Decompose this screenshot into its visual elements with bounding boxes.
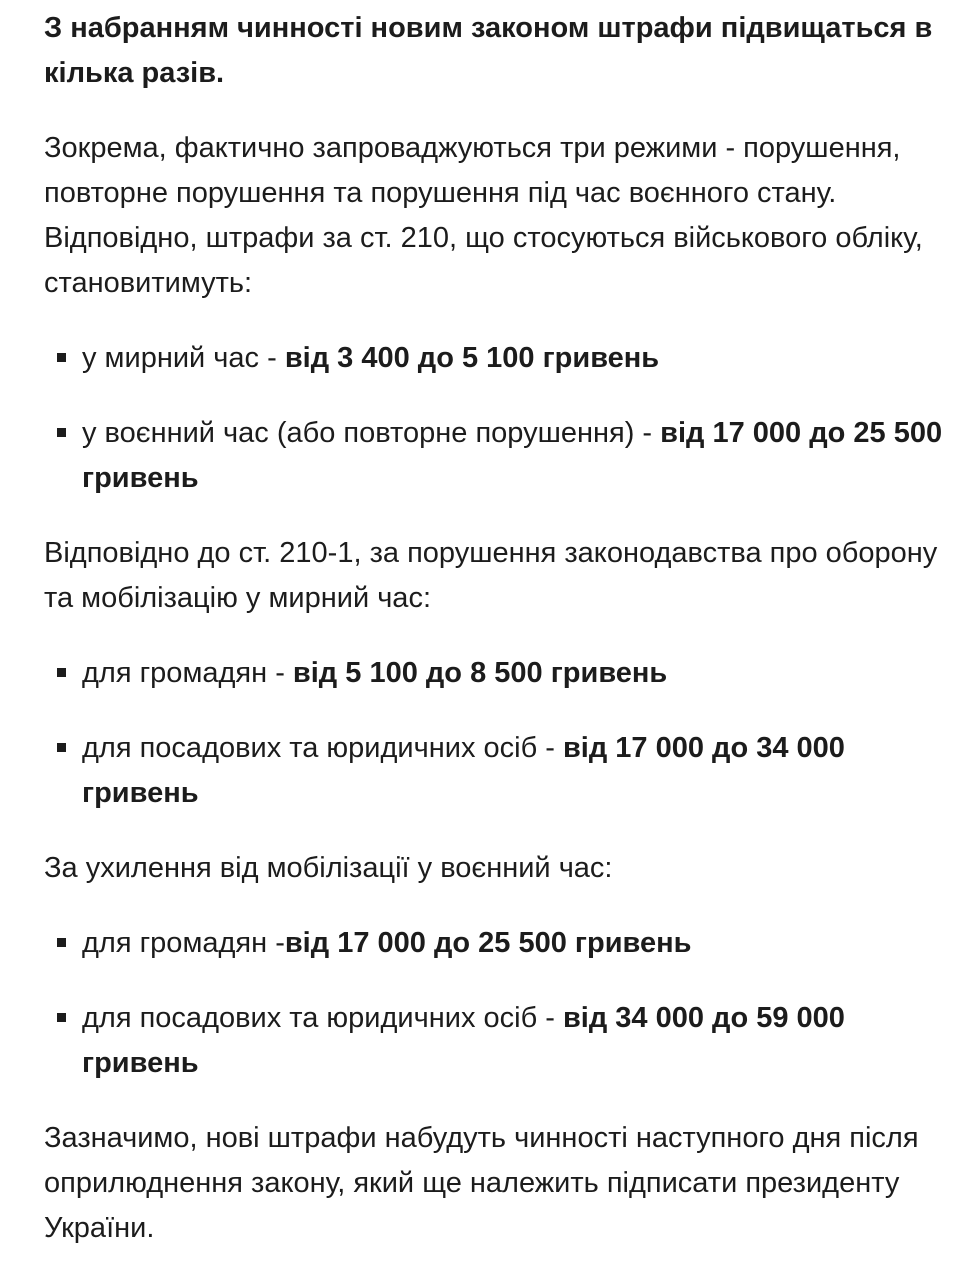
lead-paragraph: З набранням чинності новим законом штрафи підвищаться в кілька разів. (44, 12, 933, 89)
list-item (44, 651, 944, 696)
square-bullet-icon (57, 668, 66, 677)
list-item-label: у воєнний час (або повторне порушення) - (82, 417, 661, 449)
list-item-amount: від 3 400 до 5 100 гривень (284, 342, 660, 374)
list-item-amount: від 17 000 до 34 000 гривень (82, 732, 845, 809)
list-item (44, 921, 944, 966)
square-bullet-icon (57, 428, 66, 437)
list-item-label: для посадових та юридичних осіб - (82, 732, 563, 764)
square-bullet-icon (57, 1013, 66, 1022)
list-item (44, 726, 944, 816)
square-bullet-icon (57, 938, 66, 947)
list-item (44, 336, 944, 381)
list-item-label: для громадян - (82, 657, 293, 689)
intro-paragraph: Зокрема, фактично запроваджуються три режими - порушення, повторне порушення та порушення під час воєнного стану. Відповідно, штрафи за ст. 210, що стосуються військового обліку, становитимуть: (44, 132, 923, 299)
list-item-amount: від 17 000 до 25 500 гривень (82, 417, 943, 494)
list-item-amount: від 34 000 до 59 000 гривень (82, 1002, 845, 1079)
wartime-paragraph: За ухилення від мобілізації у воєнний час: (44, 852, 613, 884)
fines-list-art-210-1 (44, 651, 944, 816)
list-item (44, 411, 944, 501)
list-item-amount: від 17 000 до 25 500 гривень (284, 927, 692, 959)
closing-paragraph: Зазначимо, нові штрафи набудуть чинності наступного дня після оприлюднення закону, який ще належить підписати президенту України. (44, 1122, 919, 1244)
list-item-amount: від 5 100 до 8 500 гривень (292, 657, 668, 689)
list-item-label: у мирний час - (82, 342, 285, 374)
square-bullet-icon (57, 743, 66, 752)
fines-list-art-210 (44, 336, 944, 501)
list-item-label: для посадових та юридичних осіб - (82, 1002, 563, 1034)
fines-list-wartime (44, 921, 944, 1086)
list-item (44, 996, 944, 1086)
art-210-1-paragraph: Відповідно до ст. 210-1, за порушення законодавства про оборону та мобілізацію у мирний час: (44, 537, 938, 614)
list-item-label: для громадян - (82, 927, 285, 959)
square-bullet-icon (57, 353, 66, 362)
